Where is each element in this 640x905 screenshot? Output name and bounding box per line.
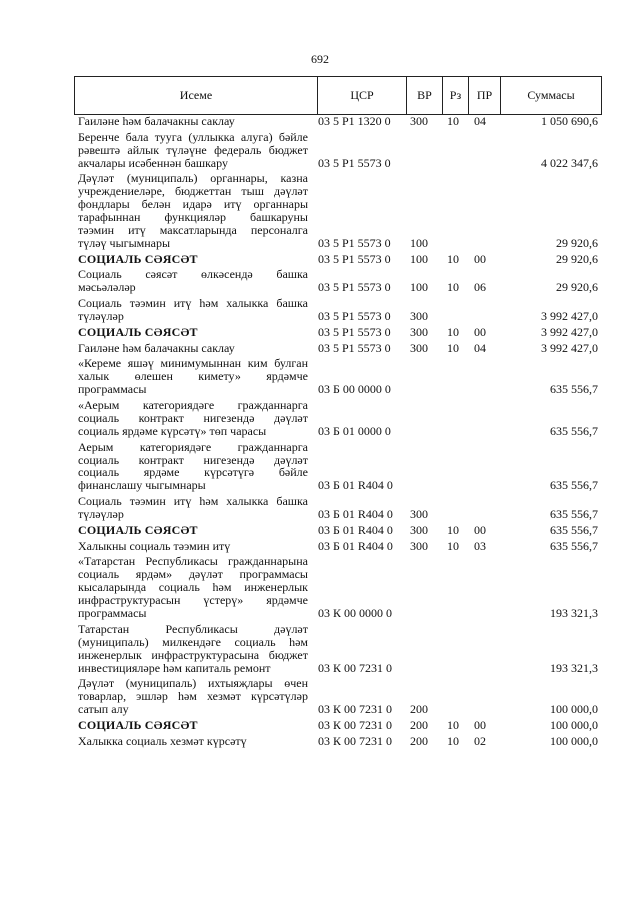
row-sum: 29 920,6 (556, 235, 598, 250)
row-pr: 03 (474, 538, 486, 553)
row-name (78, 342, 308, 355)
row-sum: 635 556,7 (550, 423, 598, 438)
row-name-line: социаль контракт нигезендә дәүләт (78, 452, 308, 467)
row-csr: 03 К 00 0000 0 (318, 606, 393, 621)
row-vr: 100 (410, 280, 428, 295)
row-rz: 10 (447, 280, 459, 295)
row-pr: 00 (474, 324, 486, 339)
row-name (78, 297, 308, 323)
row-rz: 10 (447, 340, 459, 355)
row-name-line: Халыкка социаль хезмәт күрсәтү (78, 733, 247, 748)
row-name (78, 735, 308, 748)
row-name-line: СОЦИАЛЬ СӘЯСӘТ (78, 717, 198, 732)
row-name-line: инвестицияләре һәм капиталь ремонт (78, 660, 271, 675)
row-pr: 04 (474, 340, 486, 355)
row-sum: 193 321,3 (550, 606, 598, 621)
row-vr: 200 (410, 702, 428, 717)
row-name-line: Социаль тәэмин итү һәм халыкка башка (78, 494, 308, 509)
row-pr: 00 (474, 717, 486, 732)
row-name-line: «Аерым категориядәге гражданнарга (78, 398, 308, 413)
row-name-line: фондлары белән идарә итү органнары (78, 197, 308, 212)
row-csr: 03 5 P1 5573 0 (318, 280, 391, 295)
row-vr: 300 (410, 340, 428, 355)
row-csr: 03 5 P1 1320 0 (318, 114, 391, 128)
row-name-line: Татарстан Республикасы дәүләт (78, 621, 308, 636)
row-vr: 300 (410, 324, 428, 339)
column-header-rz: Рз (449, 88, 462, 102)
row-sum: 100 000,0 (550, 702, 598, 717)
row-sum: 1 050 690,6 (541, 114, 598, 128)
row-name-line: түләүләр (78, 507, 124, 522)
row-name-line: инженерлык инфраструктурасына бюджет (78, 647, 308, 662)
row-sum: 3 992 427,0 (541, 340, 598, 355)
row-name (78, 524, 308, 537)
row-name-line: «Татарстан Республикасы гражданнарына (78, 554, 308, 569)
row-name-line: Дәүләт (муниципаль) ихтыяҗлары өчен (78, 676, 308, 691)
column-header-name: Исеме (179, 88, 213, 102)
row-rz: 10 (447, 538, 459, 553)
row-sum: 100 000,0 (550, 717, 598, 732)
row-sum: 4 022 347,6 (541, 155, 598, 170)
table-row (74, 342, 602, 358)
row-pr: 06 (474, 280, 486, 295)
row-rz: 10 (447, 114, 459, 128)
row-vr: 300 (410, 538, 428, 553)
table-row (74, 268, 602, 297)
row-sum: 100 000,0 (550, 733, 598, 748)
row-name (78, 540, 308, 553)
table-body (74, 115, 602, 751)
row-name-line: Беренче бала туугa (уллыкка алуга) бәйле (78, 129, 308, 144)
table-row (74, 172, 602, 252)
row-name-line: түләүләр (78, 309, 124, 324)
table-row (74, 253, 602, 269)
row-name-line: Аерым категориядәге гражданнарга (78, 439, 308, 454)
row-name-line: түләү чыгымнары (78, 235, 171, 250)
page-number: 692 (311, 52, 329, 66)
row-name-line: инфраструктурасын үстерү» ярдәмче (78, 593, 308, 608)
row-vr: 300 (410, 507, 428, 522)
row-name-line: Халыкны социаль тәэмин итү (78, 538, 231, 553)
row-vr: 200 (410, 717, 428, 732)
row-name-line: программасы (78, 606, 147, 621)
column-header-pr: ПР (476, 88, 493, 102)
row-name-line: тарафыннан функцияләр башкаруны (78, 210, 308, 225)
table-row (74, 540, 602, 556)
row-name-line: акчалары исәбеннән башкару (78, 155, 228, 170)
row-csr: 03 5 P1 5573 0 (318, 155, 391, 170)
row-rz: 10 (447, 324, 459, 339)
table-row (74, 555, 602, 622)
row-name (78, 115, 308, 128)
row-name-line: учреждениеләре, бюджеттан тыш дәүләт (78, 184, 308, 199)
table-row (74, 677, 602, 719)
row-name (78, 623, 308, 675)
row-sum: 193 321,3 (550, 660, 598, 675)
row-name-line: товарлар, эшләр һәм хезмәт күрсәтүләр (78, 689, 308, 704)
row-vr: 300 (410, 522, 428, 537)
row-sum: 635 556,7 (550, 507, 598, 522)
row-vr: 200 (410, 733, 428, 748)
row-pr: 00 (474, 522, 486, 537)
row-name (78, 719, 308, 732)
column-header-vr: ВР (417, 88, 432, 102)
row-name-line: кысаларында социаль һәм инженерлык (78, 580, 308, 595)
table-row (74, 495, 602, 524)
row-pr: 02 (474, 733, 486, 748)
row-name (78, 441, 308, 493)
table-row (74, 735, 602, 751)
row-name-line: СОЦИАЛЬ СӘЯСӘТ (78, 522, 198, 537)
row-name-line: «Кереме яшәү минимумыннан ким булган (78, 356, 308, 371)
row-name-line: Социаль тәэмин итү һәм халыкка башка (78, 296, 308, 311)
row-csr: 03 Б 01 R404 0 (318, 478, 393, 493)
table-row (74, 357, 602, 399)
row-name (78, 131, 308, 170)
row-name-line: СОЦИАЛЬ СӘЯСӘТ (78, 324, 198, 339)
row-pr: 00 (474, 251, 486, 266)
row-name-line: халык өлешен кимету» ярдәмче (78, 369, 308, 384)
row-name-line: Социаль сәясәт өлкәсендә башка (78, 267, 308, 282)
table-row (74, 297, 602, 326)
table-row (74, 326, 602, 342)
row-name-line: социаль ярдәме күрсәтү» төп чарасы (78, 423, 267, 438)
row-csr: 03 К 00 7231 0 (318, 660, 393, 675)
table-row (74, 115, 602, 131)
table-row (74, 623, 602, 678)
row-vr: 300 (410, 309, 428, 324)
row-csr: 03 5 P1 5573 0 (318, 340, 391, 355)
row-name (78, 253, 308, 266)
row-rz: 10 (447, 522, 459, 537)
row-name-line: мәсьәләләр (78, 280, 136, 295)
table-row (74, 524, 602, 540)
row-sum: 3 992 427,0 (541, 309, 598, 324)
row-name-line: социаль контракт нигезендә дәүләт (78, 410, 308, 425)
row-name-line: социаль ярдәм» дәүләт программасы (78, 567, 308, 582)
row-name (78, 172, 308, 249)
row-name (78, 399, 308, 438)
row-name-line: финанслашу чыгымнары (78, 478, 206, 493)
row-csr: 03 5 P1 5573 0 (318, 235, 391, 250)
row-name (78, 677, 308, 716)
row-csr: 03 5 P1 5573 0 (318, 324, 391, 339)
row-rz: 10 (447, 733, 459, 748)
row-csr: 03 Б 01 R404 0 (318, 538, 393, 553)
row-name-line: Гаиләне һәм балачакны саклау (78, 340, 235, 355)
row-name-line: Дәүләт (муниципаль) органнары, казна (78, 171, 308, 186)
table-header (74, 76, 602, 115)
row-name (78, 357, 308, 396)
row-csr: 03 Б 01 R404 0 (318, 522, 393, 537)
row-rz: 10 (447, 251, 459, 266)
column-header-sum: Суммасы (527, 88, 575, 102)
row-name (78, 268, 308, 294)
table-row (74, 399, 602, 441)
row-sum: 3 992 427,0 (541, 324, 598, 339)
row-name-line: социаль ярдәме күрсәтүгә бәйле (78, 465, 308, 480)
row-pr: 04 (474, 114, 486, 128)
row-rz: 10 (447, 717, 459, 732)
row-vr: 100 (410, 251, 428, 266)
row-sum: 635 556,7 (550, 538, 598, 553)
row-name-line: тәэмин итү максатларында персоналга (78, 223, 308, 238)
row-name-line: рәвештә айлык түләүне федераль бюджет (78, 142, 308, 157)
column-header-csr: ЦСР (350, 88, 374, 102)
row-vr: 300 (410, 114, 428, 128)
row-sum: 635 556,7 (550, 522, 598, 537)
row-csr: 03 К 00 7231 0 (318, 702, 393, 717)
row-sum: 29 920,6 (556, 251, 598, 266)
row-sum: 635 556,7 (550, 382, 598, 397)
row-vr: 100 (410, 235, 428, 250)
table-row (74, 131, 602, 173)
row-csr: 03 Б 01 0000 0 (318, 423, 391, 438)
row-name-line: (муниципаль) милкендәге социаль һәм (78, 634, 308, 649)
row-name-line: программасы (78, 382, 147, 397)
row-csr: 03 К 00 7231 0 (318, 717, 393, 732)
row-sum: 29 920,6 (556, 280, 598, 295)
row-name-line: Гаиләне һәм балачакны саклау (78, 114, 235, 128)
table-row (74, 441, 602, 496)
table-row (74, 719, 602, 735)
row-csr: 03 К 00 7231 0 (318, 733, 393, 748)
row-name (78, 326, 308, 339)
row-name (78, 555, 308, 620)
row-csr: 03 5 P1 5573 0 (318, 309, 391, 324)
row-name-line: СОЦИАЛЬ СӘЯСӘТ (78, 251, 198, 266)
row-csr: 03 Б 00 0000 0 (318, 382, 391, 397)
row-csr: 03 5 P1 5573 0 (318, 251, 391, 266)
row-name-line: сатып алу (78, 702, 129, 717)
row-csr: 03 Б 01 R404 0 (318, 507, 393, 522)
row-name (78, 495, 308, 521)
row-sum: 635 556,7 (550, 478, 598, 493)
